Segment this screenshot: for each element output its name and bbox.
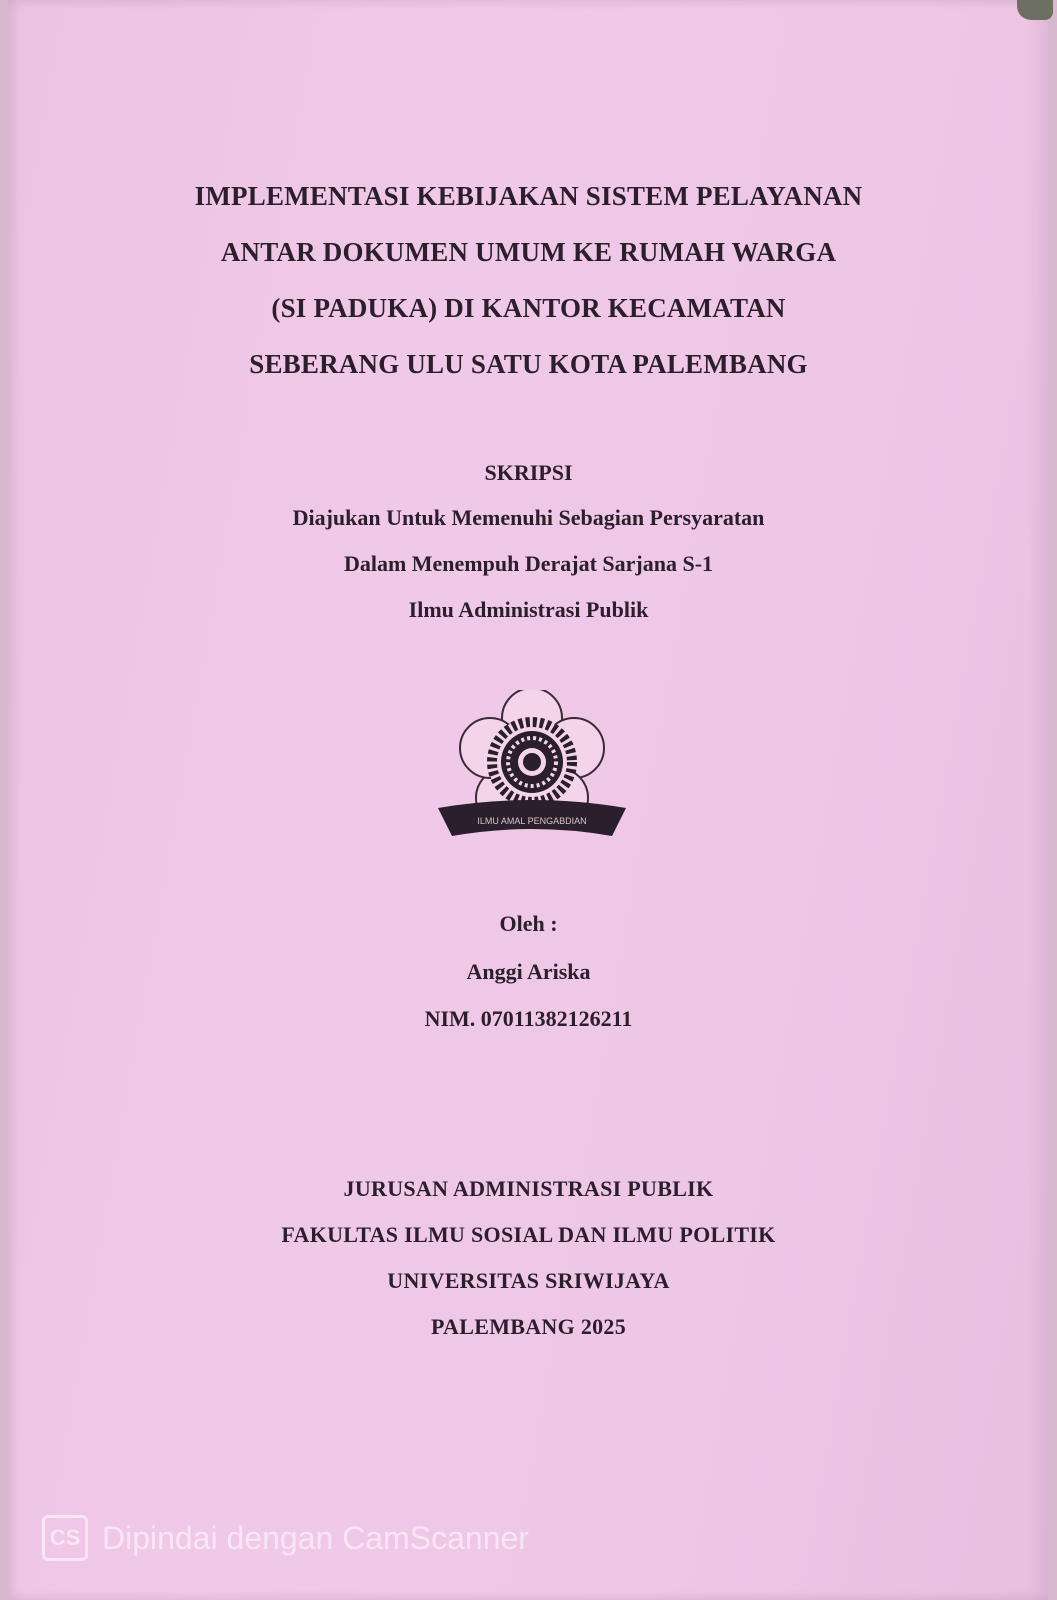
purpose-line-3: Ilmu Administrasi Publik xyxy=(408,597,649,622)
title-line-2: ANTAR DOKUMEN UMUM KE RUMAH WARGA xyxy=(220,237,837,267)
scanner-watermark xyxy=(42,1516,529,1560)
author-label: Oleh : xyxy=(499,911,558,936)
document-type: SKRIPSI xyxy=(484,460,573,485)
binder-clip xyxy=(1017,0,1053,20)
purpose-line-2: Dalam Menempuh Derajat Sarjana S-1 xyxy=(343,551,714,576)
title-line-3: (SI PADUKA) DI KANTOR KECAMATAN xyxy=(271,293,786,323)
purpose-line-1: Diajukan Untuk Memenuhi Sebagian Persyaratan xyxy=(292,505,765,530)
seal-motto: ILMU AMAL PENGABDIAN xyxy=(477,816,587,826)
camscanner-logo-icon: CS xyxy=(42,1515,88,1561)
title-line-4: SEBERANG ULU SATU KOTA PALEMBANG xyxy=(249,349,808,379)
university-seal-icon xyxy=(436,690,628,860)
title-line-1: IMPLEMENTASI KEBIJAKAN SISTEM PELAYANAN xyxy=(194,181,863,211)
watermark-text: Dipindai dengan CamScanner xyxy=(102,1519,529,1556)
author-nim: NIM. 07011382126211 xyxy=(424,1006,633,1031)
university: UNIVERSITAS SRIWIJAYA xyxy=(387,1268,670,1293)
faculty: FAKULTAS ILMU SOSIAL DAN ILMU POLITIK xyxy=(281,1222,776,1247)
author-name: Anggi Ariska xyxy=(466,959,591,984)
city-year: PALEMBANG 2025 xyxy=(430,1314,627,1339)
department: JURUSAN ADMINISTRASI PUBLIK xyxy=(343,1176,714,1201)
